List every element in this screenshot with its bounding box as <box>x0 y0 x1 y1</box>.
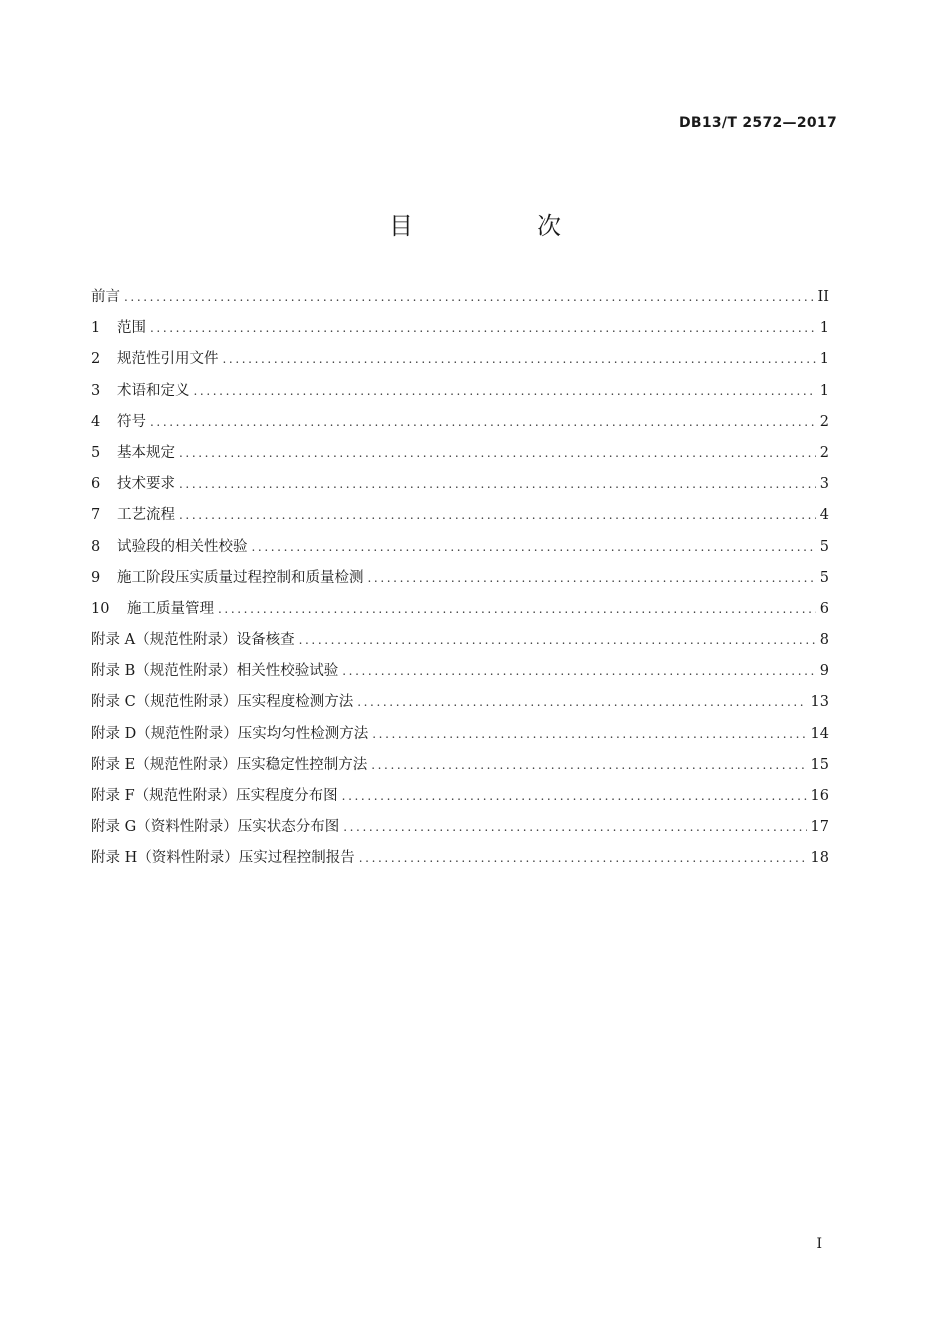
toc-dot-leader <box>150 410 816 435</box>
toc-entry[interactable] <box>91 690 829 721</box>
toc-entry-page: 1 <box>819 351 829 368</box>
toc-entry[interactable] <box>91 753 829 784</box>
toc-entry[interactable] <box>91 784 829 815</box>
toc-entry-label: 技术要求 <box>117 476 175 493</box>
toc-dot-leader <box>124 285 814 310</box>
toc-entry-label: 前言 <box>91 289 120 305</box>
toc-entry[interactable] <box>91 659 829 690</box>
toc-entry[interactable] <box>91 379 829 410</box>
toc-entry-page: 1 <box>819 320 829 337</box>
toc-entry-page: 9 <box>819 663 829 680</box>
toc-entry-page: 15 <box>810 756 829 773</box>
toc-entry-label: 设备核查 <box>236 632 295 649</box>
toc-dot-leader <box>342 659 816 684</box>
toc-appendix-designation: 附录 F（规范性附录） <box>91 788 237 804</box>
toc-entry-page: 2 <box>819 413 829 430</box>
toc-entry[interactable] <box>91 316 829 347</box>
toc-dot-leader <box>371 753 806 778</box>
toc-dot-leader <box>179 503 816 528</box>
toc-entry-label: 范围 <box>117 320 146 337</box>
toc-title: 目 次 <box>389 212 611 240</box>
toc-dot-leader <box>372 722 806 747</box>
toc-appendix-designation: 附录 C（规范性附录） <box>91 694 238 711</box>
toc-entry-number: 8 <box>91 538 101 555</box>
toc-entry-page: II <box>817 289 829 305</box>
toc-entry-page: 8 <box>819 632 829 649</box>
toc-entry-label: 施工质量管理 <box>127 600 214 617</box>
toc-entry-label: 术语和定义 <box>117 382 190 399</box>
toc-appendix-designation: 附录 H（资料性附录） <box>91 850 239 867</box>
toc-entry-label: 压实均匀性检测方法 <box>237 725 369 742</box>
toc-dot-leader <box>179 472 816 497</box>
toc-entry[interactable] <box>91 285 829 316</box>
toc-entry-number: 1 <box>91 320 101 337</box>
toc-entry[interactable] <box>91 628 829 659</box>
toc-dot-leader <box>299 628 816 653</box>
toc-entry-label: 压实程度检测方法 <box>237 694 354 711</box>
toc-appendix-designation: 附录 G（资料性附录） <box>91 819 238 836</box>
toc-entry-page: 2 <box>819 444 829 461</box>
toc-entry-page: 1 <box>819 382 829 399</box>
toc-entry[interactable] <box>91 815 829 846</box>
toc-entry-number: 6 <box>91 476 101 493</box>
document-code: DB13/T 2572—2017 <box>678 115 837 131</box>
toc-entry[interactable] <box>91 722 829 753</box>
toc-entry-page: 5 <box>819 569 829 586</box>
toc-appendix-designation: 附录 A（规范性附录） <box>91 632 237 649</box>
toc-entry-label: 相关性校验试验 <box>236 663 339 680</box>
toc-entry-page: 3 <box>819 476 829 493</box>
toc-entry[interactable] <box>91 472 829 503</box>
toc-dot-leader <box>218 597 816 622</box>
toc-entry[interactable] <box>91 441 829 472</box>
toc-entry-label: 施工阶段压实质量过程控制和质量检测 <box>117 569 364 586</box>
toc-entry[interactable] <box>91 535 829 566</box>
toc-entry-page: 14 <box>810 725 829 742</box>
toc-entry[interactable] <box>91 503 829 534</box>
toc-entry-number: 5 <box>91 444 101 461</box>
toc-entry-label: 压实程度分布图 <box>236 788 338 804</box>
table-of-contents <box>91 285 829 878</box>
toc-entry-page: 18 <box>810 850 829 867</box>
toc-dot-leader <box>342 784 807 809</box>
toc-entry-label: 基本规定 <box>117 444 175 461</box>
toc-entry-number: 2 <box>91 351 101 368</box>
toc-entry[interactable] <box>91 597 829 628</box>
toc-dot-leader <box>252 535 816 560</box>
toc-dot-leader <box>357 690 806 715</box>
page-number: I <box>816 1236 822 1252</box>
toc-dot-leader <box>223 347 816 372</box>
toc-entry-page: 4 <box>819 507 829 524</box>
toc-entry-label: 压实状态分布图 <box>237 819 340 836</box>
toc-entry-number: 4 <box>91 413 101 430</box>
toc-entry-label: 压实过程控制报告 <box>238 850 355 867</box>
toc-entry[interactable] <box>91 347 829 378</box>
toc-entry-page: 17 <box>810 819 829 836</box>
toc-entry-number: 7 <box>91 507 101 524</box>
toc-entry[interactable] <box>91 566 829 597</box>
toc-appendix-designation: 附录 B（规范性附录） <box>91 663 237 680</box>
toc-entry-label: 符号 <box>117 413 146 430</box>
toc-appendix-designation: 附录 E（规范性附录） <box>91 756 237 773</box>
toc-entry-label: 压实稳定性控制方法 <box>236 756 368 773</box>
toc-entry-label: 规范性引用文件 <box>117 351 219 368</box>
toc-entry-number: 10 <box>91 600 110 617</box>
toc-entry[interactable] <box>91 410 829 441</box>
toc-entry-page: 13 <box>810 694 829 711</box>
toc-entry-number: 9 <box>91 569 101 586</box>
toc-entry[interactable] <box>91 846 829 877</box>
toc-dot-leader <box>194 379 816 404</box>
toc-dot-leader <box>368 566 816 591</box>
toc-entry-page: 6 <box>819 600 829 617</box>
toc-entry-label: 工艺流程 <box>117 507 175 524</box>
toc-appendix-designation: 附录 D（规范性附录） <box>91 725 238 742</box>
toc-dot-leader <box>150 316 816 341</box>
toc-dot-leader <box>343 815 806 840</box>
toc-dot-leader <box>359 846 807 871</box>
toc-entry-number: 3 <box>91 382 101 399</box>
toc-entry-page: 5 <box>819 538 829 555</box>
toc-entry-page: 16 <box>810 788 829 804</box>
toc-entry-label: 试验段的相关性校验 <box>117 538 248 555</box>
toc-dot-leader <box>179 441 816 466</box>
